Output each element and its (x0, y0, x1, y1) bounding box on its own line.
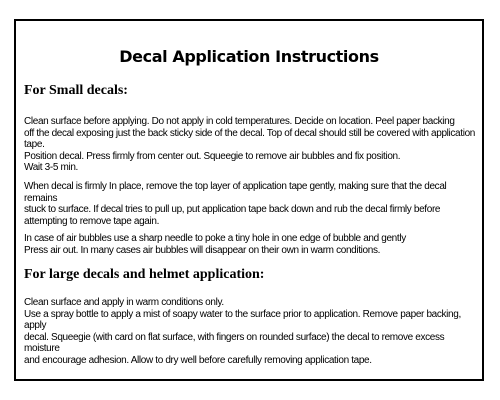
section-heading-large-decals: For large decals and helmet application: (24, 267, 265, 282)
instruction-card (14, 19, 484, 381)
paragraph-large-decals-1: Clean surface and apply in warm conditions only. Use a spray bottle to apply a mist of soapy water to the surface prior to application. Remove paper backing, apply decal. Squeegie (with card on flat surface, with fingers on rounded surface) the decal to remove excess moisture and encourage adhesion. Allow to dry well before carefully removing application tape. (24, 297, 461, 366)
page-title: Decal Application Instructions (119, 47, 379, 66)
paragraph-small-decals-1: Clean surface before applying. Do not apply in cold temperatures. Decide on location. Peel paper backing off the decal exposing just the back sticky side of the decal. Top of decal should still be covered with application tape. Position decal. Press firmly from center out. Squeegie to remove air bubbles and fix position. Wait 3-5 min. (24, 116, 475, 173)
paragraph-small-decals-2: When decal is firmly In place, remove the top layer of application tape gently, making sure that the decal remains stuck to surface. If decal tries to pull up, put application tape back down and rub the decal firmly before attempting to remove tape again. (24, 181, 447, 227)
section-heading-small-decals: For Small decals: (24, 83, 128, 98)
paragraph-small-decals-3: In case of air bubbles use a sharp needle to poke a tiny hole in one edge of bubble and gently Press air out. In many cases air bubbles will disappear on their own in warm conditions. (24, 233, 406, 256)
